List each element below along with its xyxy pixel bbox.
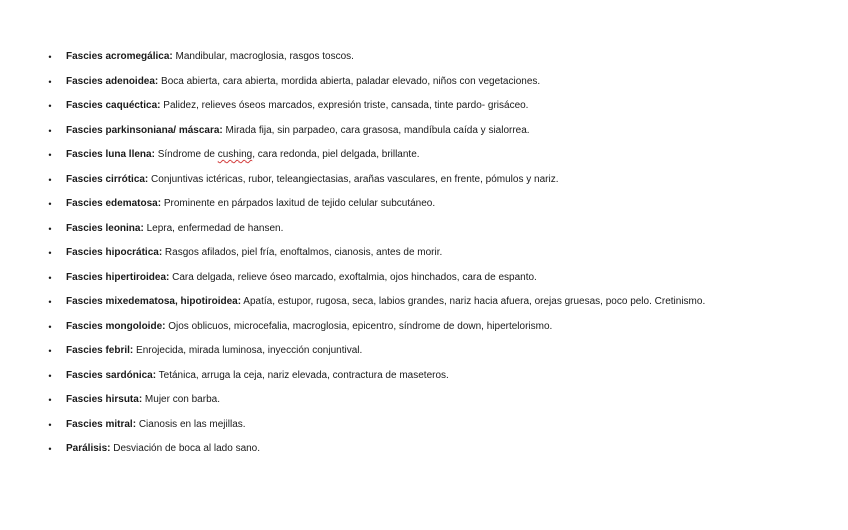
bullet-icon: • — [48, 199, 52, 209]
bullet-icon: • — [48, 125, 52, 136]
list-item — [0, 48, 705, 73]
item-term: Fascies hipocrática: — [66, 247, 163, 258]
item-term: Fascies caquéctica: — [66, 100, 161, 111]
item-description: Enrojecida, mirada luminosa, inyección conjuntival. — [133, 345, 363, 356]
item-term: Fascies luna llena: — [66, 149, 155, 160]
item-description: Conjuntivas ictéricas, rubor, teleangiectasias, arañas vasculares, en frente, pómulos y nariz. — [148, 173, 559, 185]
item-term: Fascies hirsuta: — [66, 394, 143, 405]
item-description: Rasgos afilados, piel fría, enoftalmos, cianosis, antes de morir. — [162, 247, 443, 258]
item-description: Tetánica, arruga la ceja, nariz elevada, contractura de maseteros. — [156, 369, 449, 381]
item-description: Mirada fija, sin parpadeo, cara grasosa, mandíbula caída y sialorrea. — [222, 124, 530, 136]
item-description: Mandibular, macroglosia, rasgos toscos. — [172, 51, 354, 62]
bullet-icon: • — [48, 76, 52, 87]
item-description: Desviación de boca al lado sano. — [110, 443, 261, 454]
bullet-icon: • — [48, 346, 52, 356]
item-description: Prominente en párpados laxitud de tejido celular subcutáneo. — [161, 198, 436, 209]
bullet-icon: • — [48, 370, 52, 381]
item-description: Apatía, estupor, rugosa, seca, labios grandes, nariz hacia afuera, orejas gruesas, poco pelo. Cretinismo. — [241, 296, 706, 307]
list-item — [0, 171, 705, 196]
list-item — [0, 244, 705, 269]
item-term: Fascies sardónica: — [66, 369, 157, 381]
list-item — [0, 220, 705, 245]
list-item — [0, 293, 705, 318]
bullet-icon: • — [48, 223, 52, 234]
item-description: Cianosis en las mejillas. — [136, 418, 246, 430]
bullet-icon: • — [48, 52, 52, 62]
item-term: Parálisis: — [66, 443, 111, 454]
list-item — [0, 73, 705, 98]
item-term: Fascies mixedematosa, hipotiroidea: — [66, 296, 242, 307]
list-item — [0, 440, 705, 465]
item-description-prefix: Síndrome de — [154, 149, 218, 160]
list-item — [0, 342, 705, 367]
item-term: Fascies cirrótica: — [66, 173, 149, 185]
bullet-icon: • — [48, 272, 52, 283]
item-description: Lepra, enfermedad de hansen. — [143, 222, 284, 234]
item-description: Cara delgada, relieve óseo marcado, exoftalmia, ojos hinchados, cara de espanto. — [169, 271, 537, 283]
list-item — [0, 195, 705, 220]
bullet-icon: • — [48, 297, 52, 307]
list-item — [0, 318, 705, 343]
list-item — [0, 367, 705, 392]
list-item — [0, 391, 705, 416]
item-term: Fascies parkinsoniana/ máscara: — [66, 124, 223, 136]
list-item — [0, 122, 705, 147]
item-term: Fascies mitral: — [66, 418, 137, 430]
item-description: Mujer con barba. — [142, 394, 220, 405]
spellcheck-flagged-word[interactable]: cushing — [217, 149, 253, 160]
item-term: Fascies febril: — [66, 345, 134, 356]
item-description: Palidez, relieves óseos marcados, expresión triste, cansada, tinte pardo- grisáceo. — [160, 100, 529, 111]
item-term: Fascies acromegálica: — [66, 51, 173, 62]
item-description-suffix: , cara redonda, piel delgada, brillante. — [252, 149, 420, 160]
bullet-icon: • — [48, 419, 52, 430]
list-item — [0, 146, 705, 171]
bullet-icon: • — [48, 101, 52, 111]
list-item — [0, 269, 705, 294]
item-term: Fascies edematosa: — [66, 198, 162, 209]
item-term: Fascies mongoloide: — [66, 320, 166, 332]
bullet-icon: • — [48, 395, 52, 405]
item-term: Fascies adenoidea: — [66, 75, 159, 87]
bullet-icon: • — [48, 248, 52, 258]
item-description: Boca abierta, cara abierta, mordida abierta, paladar elevado, niños con vegetaciones. — [158, 75, 541, 87]
bullet-list — [0, 48, 705, 465]
item-description: Ojos oblicuos, microcefalia, macroglosia, epicentro, síndrome de down, hipertelorismo. — [165, 320, 553, 332]
bullet-icon: • — [48, 444, 52, 454]
item-term: Fascies hipertiroidea: — [66, 271, 170, 283]
list-item — [0, 416, 705, 441]
bullet-icon: • — [48, 321, 52, 332]
item-term: Fascies leonina: — [66, 222, 144, 234]
bullet-icon: • — [48, 150, 52, 160]
bullet-icon: • — [48, 174, 52, 185]
list-item — [0, 97, 705, 122]
